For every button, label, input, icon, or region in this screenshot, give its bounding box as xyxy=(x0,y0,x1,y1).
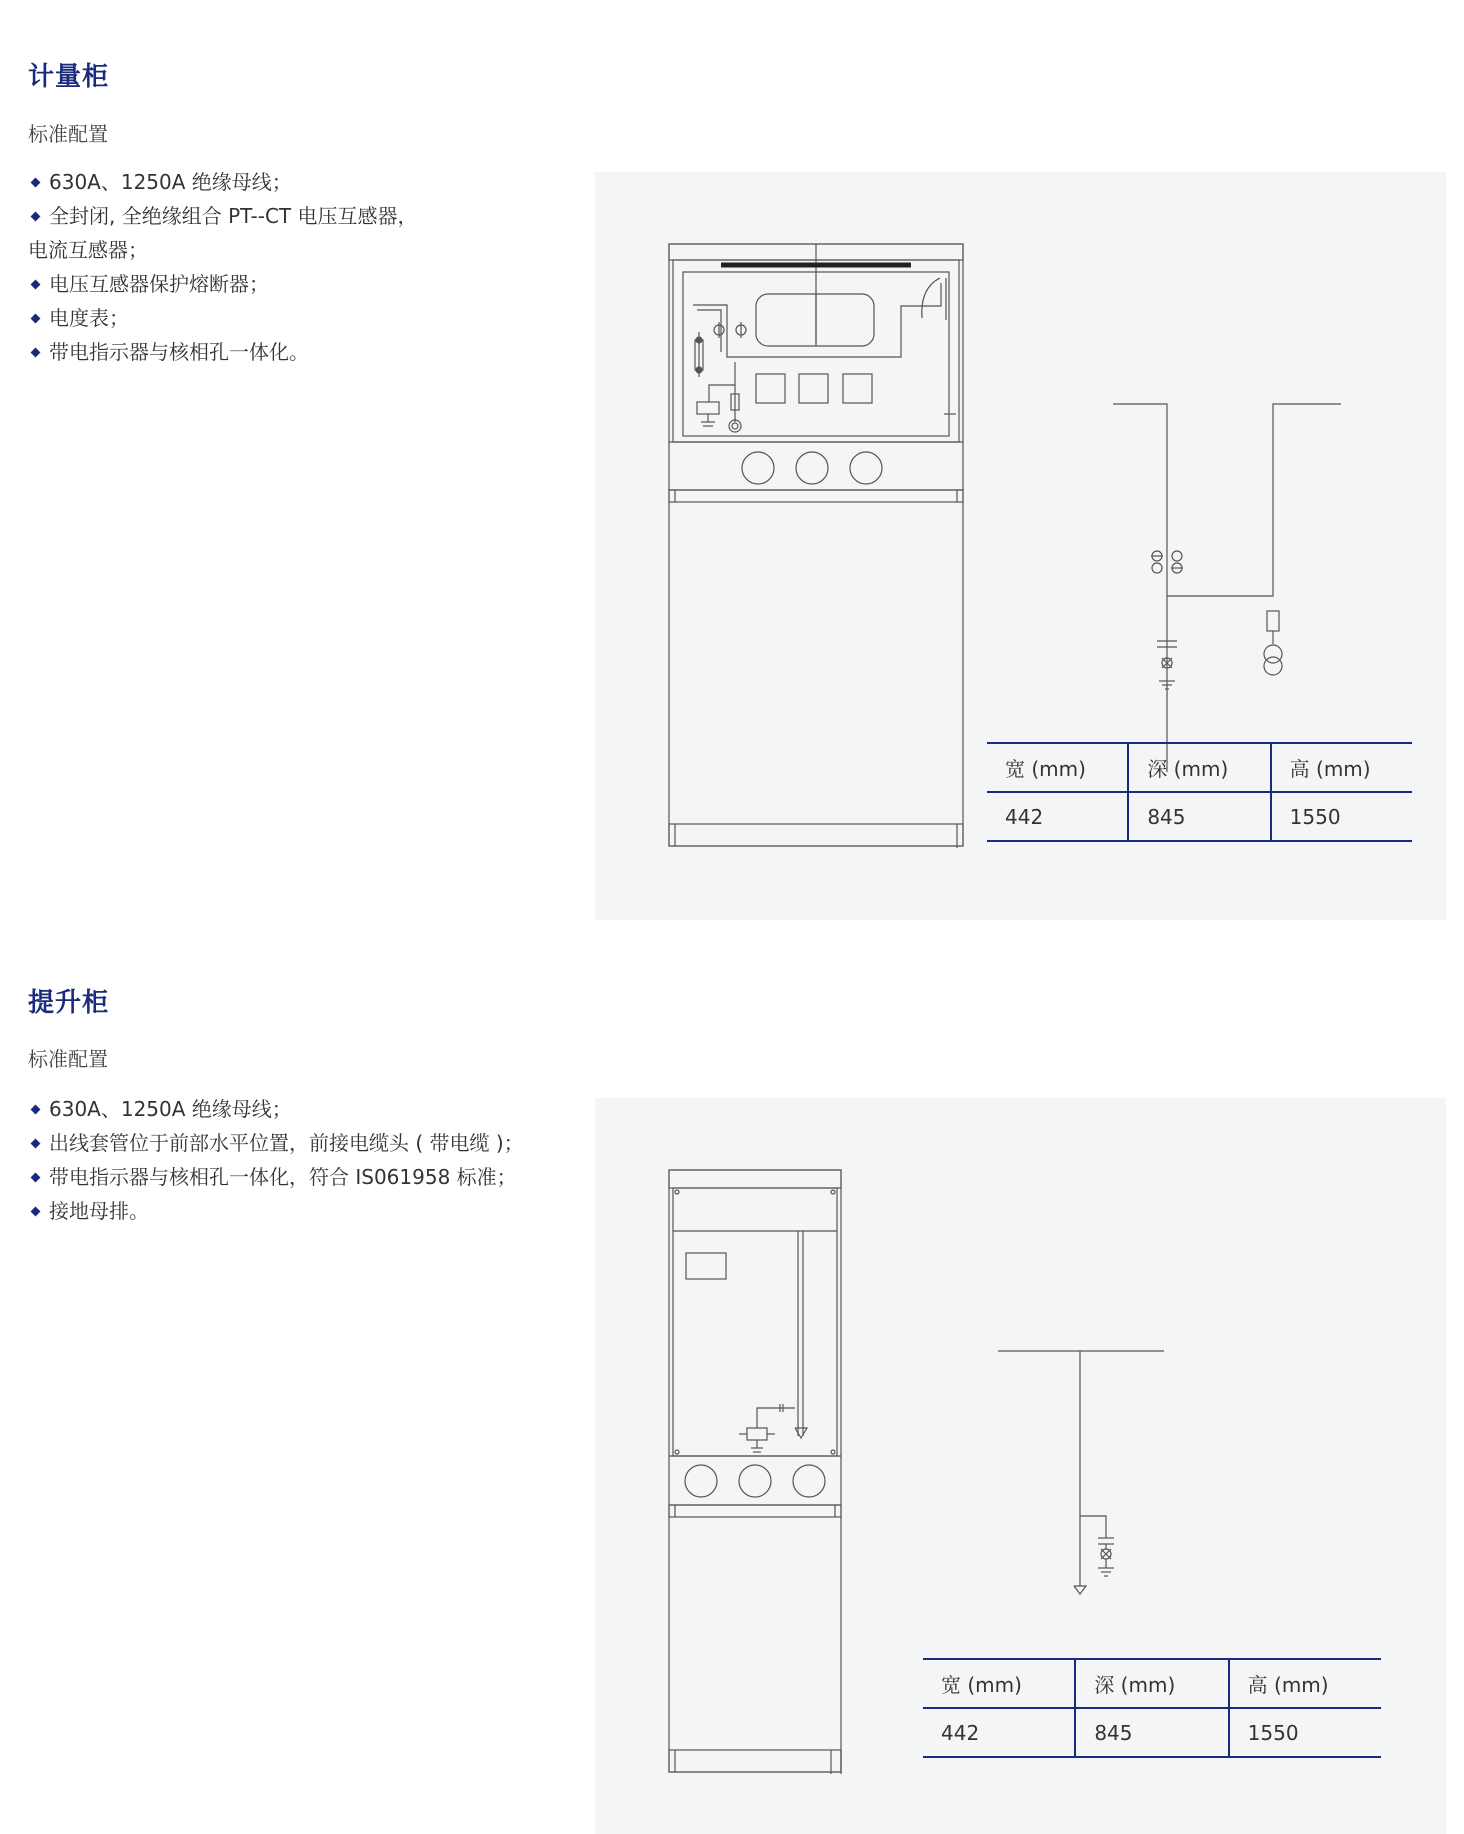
section-subtitle: 标准配置 xyxy=(28,122,108,146)
table-header-row xyxy=(923,1659,1381,1708)
header-depth: 深 (mm) xyxy=(1075,1659,1228,1708)
header-width: 宽 (mm) xyxy=(987,743,1128,792)
section-title: 提升柜 xyxy=(28,988,110,1018)
list-item: 带电指示器与核相孔一体化。 xyxy=(28,335,548,369)
list-item: 接地母排。 xyxy=(28,1194,548,1228)
value-width: 442 xyxy=(923,1708,1075,1757)
section-subtitle: 标准配置 xyxy=(28,1047,108,1071)
list-item: 630A、1250A 绝缘母线； xyxy=(28,1092,548,1126)
header-width: 宽 (mm) xyxy=(923,1659,1075,1708)
list-item: 带电指示器与核相孔一体化，符合 IS061958 标准； xyxy=(28,1160,548,1194)
diamond-bullet-icon xyxy=(31,1138,41,1148)
drawing-panel xyxy=(595,172,1446,920)
list-item: 电压互感器保护熔断器； xyxy=(28,267,548,301)
list-item: 电度表； xyxy=(28,301,548,335)
diamond-bullet-icon xyxy=(31,177,41,187)
header-depth: 深 (mm) xyxy=(1128,743,1270,792)
list-item: 630A、1250A 绝缘母线； xyxy=(28,165,548,199)
single-line-diagram xyxy=(998,1351,1164,1594)
list-item: 全封闭, 全绝缘组合 PT--CT 电压互感器， xyxy=(28,199,548,233)
diamond-bullet-icon xyxy=(31,279,41,289)
value-depth: 845 xyxy=(1075,1708,1228,1757)
value-height: 1550 xyxy=(1229,1708,1381,1757)
diamond-bullet-icon xyxy=(31,313,41,323)
list-item: 出线套管位于前部水平位置，前接电缆头 ( 带电缆 )； xyxy=(28,1126,548,1160)
diamond-bullet-icon xyxy=(31,1206,41,1216)
single-line-diagram xyxy=(1113,404,1341,772)
value-depth: 845 xyxy=(1128,792,1270,841)
table-header-row xyxy=(987,743,1412,792)
dimension-table xyxy=(923,1658,1381,1758)
section-title: 计量柜 xyxy=(28,62,110,92)
header-height: 高 (mm) xyxy=(1271,743,1412,792)
header-height: 高 (mm) xyxy=(1229,1659,1381,1708)
diamond-bullet-icon xyxy=(31,1172,41,1182)
diamond-bullet-icon xyxy=(31,1104,41,1114)
value-height: 1550 xyxy=(1271,792,1412,841)
table-row xyxy=(923,1708,1381,1757)
diamond-bullet-icon xyxy=(31,347,41,357)
config-list xyxy=(28,165,548,369)
dimension-table xyxy=(987,742,1412,842)
value-width: 442 xyxy=(987,792,1128,841)
list-item: 电流互感器； xyxy=(28,238,148,262)
diamond-bullet-icon xyxy=(31,211,41,221)
table-row xyxy=(987,792,1412,841)
drawing-panel xyxy=(595,1098,1446,1834)
config-list xyxy=(28,1092,548,1228)
